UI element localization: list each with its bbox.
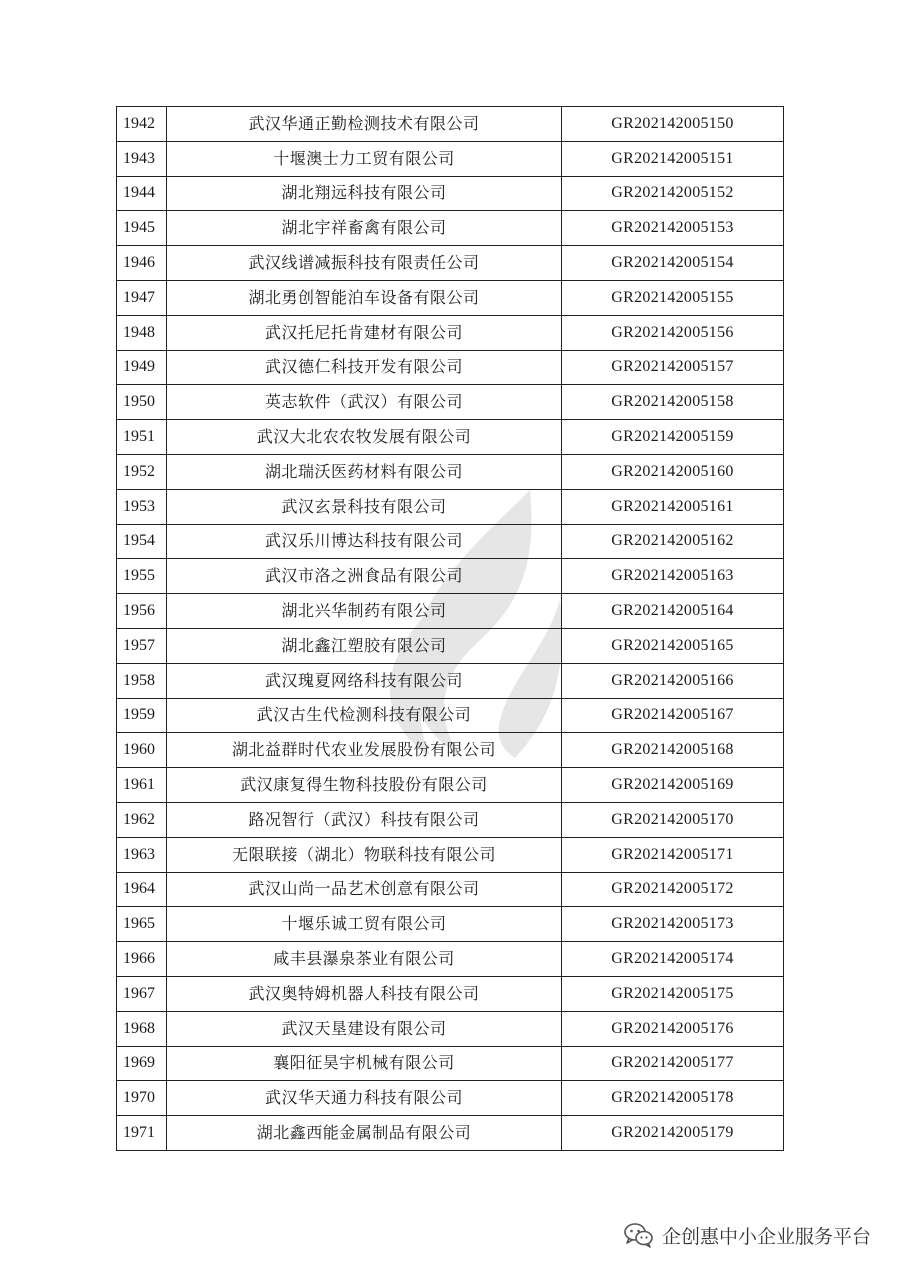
company-name: 湖北兴华制药有限公司 — [167, 594, 562, 629]
certificate-number: GR202142005166 — [562, 663, 784, 698]
table-row — [117, 246, 784, 281]
certificate-number: GR202142005174 — [562, 942, 784, 977]
company-name: 湖北益群时代农业发展股份有限公司 — [167, 733, 562, 768]
certificate-number: GR202142005150 — [562, 107, 784, 142]
table-row — [117, 524, 784, 559]
certificate-number: GR202142005169 — [562, 768, 784, 803]
company-name: 武汉华天通力科技有限公司 — [167, 1081, 562, 1116]
certificate-number: GR202142005173 — [562, 907, 784, 942]
row-number: 1942 — [117, 107, 167, 142]
table-row — [117, 976, 784, 1011]
row-number: 1964 — [117, 872, 167, 907]
row-number: 1963 — [117, 837, 167, 872]
row-number: 1967 — [117, 976, 167, 1011]
company-name: 十堰乐诚工贸有限公司 — [167, 907, 562, 942]
table-row — [117, 211, 784, 246]
row-number: 1947 — [117, 280, 167, 315]
company-name: 湖北翔远科技有限公司 — [167, 176, 562, 211]
certificate-number: GR202142005170 — [562, 802, 784, 837]
company-name: 武汉华通正勤检测技术有限公司 — [167, 107, 562, 142]
table-row — [117, 802, 784, 837]
table-row — [117, 733, 784, 768]
certificate-number: GR202142005177 — [562, 1046, 784, 1081]
row-number: 1954 — [117, 524, 167, 559]
wechat-icon — [624, 1222, 654, 1248]
certificate-number: GR202142005165 — [562, 628, 784, 663]
company-name: 湖北瑞沃医药材料有限公司 — [167, 454, 562, 489]
certificate-number: GR202142005179 — [562, 1116, 784, 1151]
company-name: 十堰澳士力工贸有限公司 — [167, 141, 562, 176]
certificate-number: GR202142005172 — [562, 872, 784, 907]
company-name: 湖北宇祥畜禽有限公司 — [167, 211, 562, 246]
row-number: 1966 — [117, 942, 167, 977]
certificate-table — [116, 106, 784, 1151]
table-row — [117, 663, 784, 698]
company-name: 武汉康复得生物科技股份有限公司 — [167, 768, 562, 803]
row-number: 1957 — [117, 628, 167, 663]
table-row — [117, 315, 784, 350]
table-row — [117, 350, 784, 385]
row-number: 1970 — [117, 1081, 167, 1116]
row-number: 1962 — [117, 802, 167, 837]
company-name: 湖北鑫江塑胶有限公司 — [167, 628, 562, 663]
company-name: 武汉奥特姆机器人科技有限公司 — [167, 976, 562, 1011]
certificate-number: GR202142005161 — [562, 489, 784, 524]
row-number: 1948 — [117, 315, 167, 350]
certificate-number: GR202142005168 — [562, 733, 784, 768]
row-number: 1953 — [117, 489, 167, 524]
row-number: 1959 — [117, 698, 167, 733]
certificate-number: GR202142005152 — [562, 176, 784, 211]
table-row — [117, 454, 784, 489]
row-number: 1951 — [117, 420, 167, 455]
table-row — [117, 559, 784, 594]
company-name: 襄阳征昊宇机械有限公司 — [167, 1046, 562, 1081]
company-name: 武汉天垦建设有限公司 — [167, 1011, 562, 1046]
row-number: 1955 — [117, 559, 167, 594]
certificate-number: GR202142005163 — [562, 559, 784, 594]
table-row — [117, 107, 784, 142]
table-row — [117, 385, 784, 420]
certificate-number: GR202142005158 — [562, 385, 784, 420]
certificate-number: GR202142005154 — [562, 246, 784, 281]
table-row — [117, 280, 784, 315]
certificate-number: GR202142005162 — [562, 524, 784, 559]
company-name: 武汉山尚一品艺术创意有限公司 — [167, 872, 562, 907]
table-row — [117, 176, 784, 211]
row-number: 1968 — [117, 1011, 167, 1046]
table-row — [117, 628, 784, 663]
table-row — [117, 420, 784, 455]
table-row — [117, 768, 784, 803]
certificate-number: GR202142005153 — [562, 211, 784, 246]
table-row — [117, 907, 784, 942]
certificate-number: GR202142005164 — [562, 594, 784, 629]
row-number: 1950 — [117, 385, 167, 420]
certificate-number: GR202142005159 — [562, 420, 784, 455]
row-number: 1960 — [117, 733, 167, 768]
row-number: 1958 — [117, 663, 167, 698]
company-name: 武汉玄景科技有限公司 — [167, 489, 562, 524]
footer-brand[interactable] — [624, 1218, 871, 1252]
table-row — [117, 698, 784, 733]
company-name: 武汉瑰夏网络科技有限公司 — [167, 663, 562, 698]
company-name: 武汉线谱减振科技有限责任公司 — [167, 246, 562, 281]
row-number: 1946 — [117, 246, 167, 281]
certificate-number: GR202142005175 — [562, 976, 784, 1011]
table-row — [117, 942, 784, 977]
certificate-number: GR202142005167 — [562, 698, 784, 733]
footer-brand-label: 企创惠中小企业服务平台 — [661, 1225, 871, 1248]
certificate-number: GR202142005151 — [562, 141, 784, 176]
company-name: 武汉大北农农牧发展有限公司 — [167, 420, 562, 455]
certificate-number: GR202142005178 — [562, 1081, 784, 1116]
row-number: 1969 — [117, 1046, 167, 1081]
row-number: 1965 — [117, 907, 167, 942]
company-name: 武汉古生代检测科技有限公司 — [167, 698, 562, 733]
table-row — [117, 1116, 784, 1151]
table-row — [117, 594, 784, 629]
certificate-number: GR202142005176 — [562, 1011, 784, 1046]
company-name: 路况智行（武汉）科技有限公司 — [167, 802, 562, 837]
table-row — [117, 489, 784, 524]
table-body — [117, 107, 784, 1151]
company-name: 湖北勇创智能泊车设备有限公司 — [167, 280, 562, 315]
certificate-number: GR202142005160 — [562, 454, 784, 489]
table-row — [117, 1081, 784, 1116]
table-row — [117, 1011, 784, 1046]
row-number: 1944 — [117, 176, 167, 211]
table-row — [117, 1046, 784, 1081]
company-name: 武汉德仁科技开发有限公司 — [167, 350, 562, 385]
company-name: 咸丰县瀑泉茶业有限公司 — [167, 942, 562, 977]
certificate-number: GR202142005171 — [562, 837, 784, 872]
row-number: 1945 — [117, 211, 167, 246]
row-number: 1943 — [117, 141, 167, 176]
table-row — [117, 872, 784, 907]
company-name: 武汉托尼托肯建材有限公司 — [167, 315, 562, 350]
company-name: 无限联接（湖北）物联科技有限公司 — [167, 837, 562, 872]
table-row — [117, 141, 784, 176]
company-name: 武汉市洛之洲食品有限公司 — [167, 559, 562, 594]
certificate-number: GR202142005156 — [562, 315, 784, 350]
row-number: 1961 — [117, 768, 167, 803]
table-row — [117, 837, 784, 872]
company-name: 武汉乐川博达科技有限公司 — [167, 524, 562, 559]
row-number: 1949 — [117, 350, 167, 385]
row-number: 1952 — [117, 454, 167, 489]
company-name: 湖北鑫西能金属制品有限公司 — [167, 1116, 562, 1151]
row-number: 1956 — [117, 594, 167, 629]
row-number: 1971 — [117, 1116, 167, 1151]
company-name: 英志软件（武汉）有限公司 — [167, 385, 562, 420]
certificate-number: GR202142005157 — [562, 350, 784, 385]
certificate-number: GR202142005155 — [562, 280, 784, 315]
